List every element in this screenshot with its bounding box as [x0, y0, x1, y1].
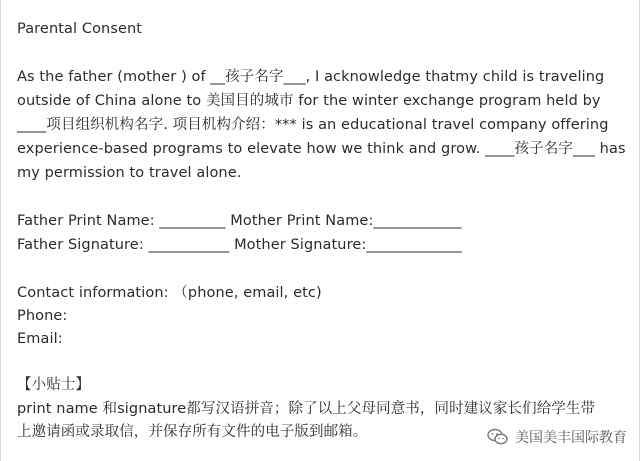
- paragraph-line: my permission to travel alone.: [17, 165, 242, 181]
- paragraph-line: outside of China alone to 美国目的城市 for the winter exchange program held by: [17, 93, 601, 109]
- wechat-icon: [487, 428, 509, 446]
- email-label: Email:: [17, 331, 63, 347]
- tips-heading: 【小贴士】: [17, 377, 90, 393]
- tips-line: 上邀请函或录取信，并保存所有文件的电子版到邮箱。: [17, 424, 368, 440]
- contact-info-heading: Contact information: （phone, email, etc): [17, 285, 322, 301]
- paragraph-line: As the father (mother ) of __孩子名字___, I acknowledge thatmy child is traveling: [17, 69, 605, 85]
- tips-line: print name 和signature都写汉语拼音；除了以上父母同意书，同时建议家长们给学生带: [17, 401, 596, 417]
- paragraph-line: ____项目组织机构名字. 项目机构介绍：*** is an educational travel company offering: [17, 117, 609, 133]
- signature-line: Father Signature: ___________ Mother Signature:_____________: [17, 237, 462, 253]
- wechat-watermark: [483, 425, 629, 449]
- watermark-text: 美国美丰国际教育: [515, 430, 627, 446]
- print-name-line: Father Print Name: _________ Mother Print Name:____________: [17, 213, 462, 229]
- paragraph-line: experience-based programs to elevate how we think and grow. ____孩子名字___ has: [17, 141, 626, 157]
- phone-label: Phone:: [17, 308, 68, 324]
- document-title: Parental Consent: [17, 21, 143, 37]
